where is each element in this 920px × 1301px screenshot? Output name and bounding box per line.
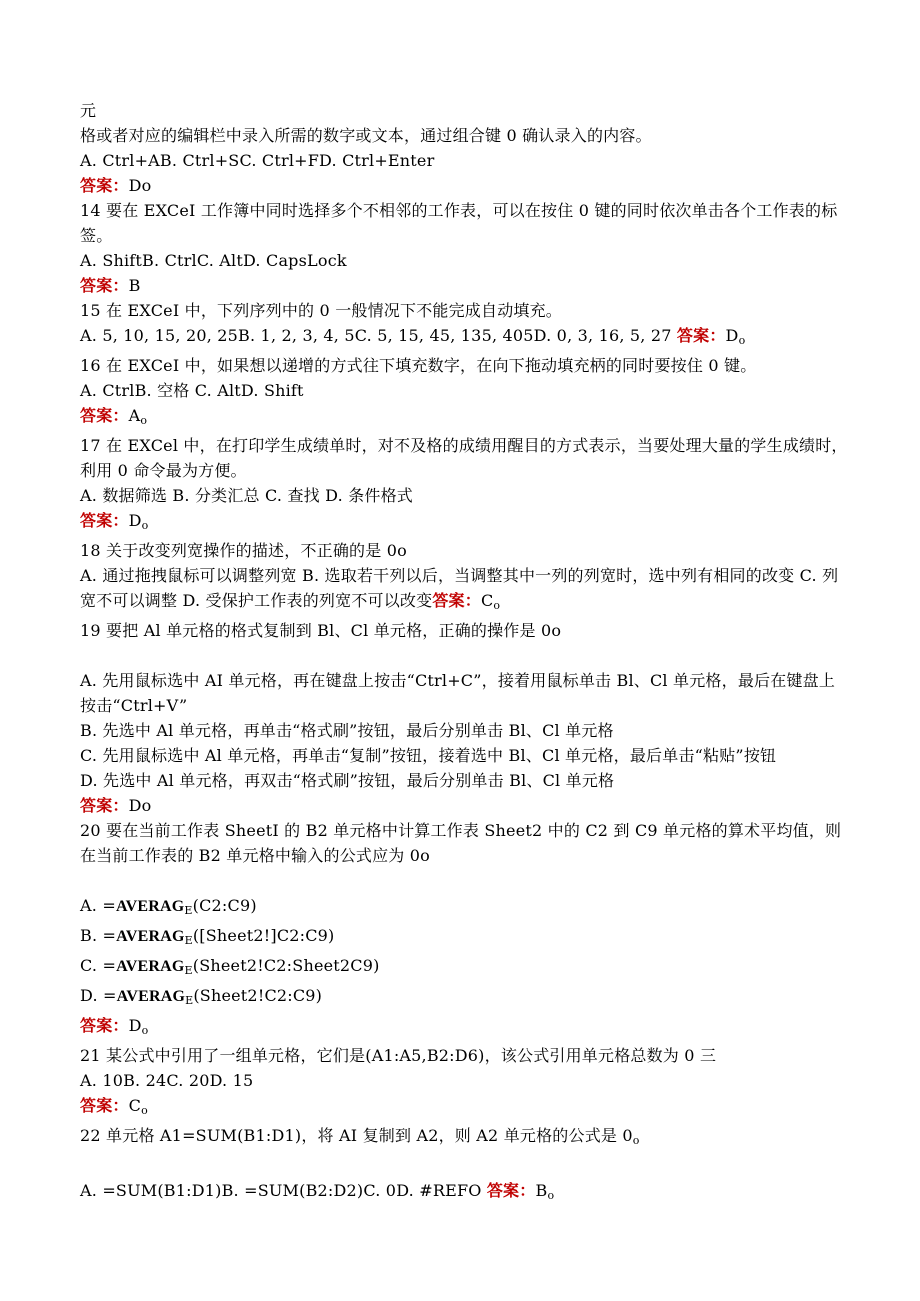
q13-options: A. Ctrl+AB. Ctrl+SC. Ctrl+FD. Ctrl+Enter <box>80 151 435 170</box>
answer-suffix: o <box>738 334 746 347</box>
answer-label: 答案： <box>80 1096 129 1115</box>
function-name: AVERAG <box>116 958 185 975</box>
q15-options: A. 5, 10, 15, 20, 25B. 1, 2, 3, 4, 5C. 5, 15, 45, 135, 405D. 0, 3, 16, 5, 27 <box>80 326 677 345</box>
function-name-tail: E <box>184 904 193 917</box>
q19-option-b: B. 先选中 Al 单元格，再单击“格式刷”按钮，最后分别单击 Bl、Cl 单元格 <box>80 721 614 740</box>
option-prefix: B. = <box>80 926 117 945</box>
answer-suffix: o <box>141 1104 148 1117</box>
answer-label: 答案： <box>80 511 129 530</box>
formula-args: (Sheet2!C2:Sheet2C9) <box>192 956 380 975</box>
q14-stem: 14 要在 EXCeI 工作簿中同时选择多个不相邻的工作表，可以在按住 0 键的同时依次单击各个工作表的标签。 <box>80 201 838 245</box>
q19-option-d: D. 先选中 Al 单元格，再双击“格式刷”按钮，最后分别单击 Bl、Cl 单元格 <box>80 771 615 790</box>
spacer <box>80 1153 850 1178</box>
answer-value: A <box>128 406 141 425</box>
answer-suffix: o <box>547 1189 555 1202</box>
q17-answer <box>80 508 850 538</box>
q16-options: A. CtrlB. 空格 C. AltD. Shift <box>80 381 304 400</box>
q20-option-d <box>80 983 850 1013</box>
function-name: AVERAG <box>116 928 185 945</box>
option-prefix: C. = <box>80 956 117 975</box>
q20-stem: 20 要在当前工作表 SheetI 的 B2 单元格中计算工作表 Sheet2 中的 C2 到 C9 单元格的算术平均值，则在当前工作表的 B2 单元格中输入的公式应为 0o <box>80 821 842 865</box>
q22-options-answer <box>80 1178 850 1208</box>
answer-suffix: o <box>493 599 501 612</box>
q16-stem: 16 在 EXCeI 中，如果想以递增的方式往下填充数字，在向下拖动填充柄的同时要按住 0 键。 <box>80 356 757 375</box>
answer-value: D <box>128 1016 142 1035</box>
q20-option-b <box>80 923 850 953</box>
q13-answer <box>80 173 850 198</box>
function-name: AVERAG <box>116 988 186 1005</box>
q19-answer <box>80 793 850 818</box>
q19-stem: 19 要把 Al 单元格的格式复制到 Bl、Cl 单元格，正确的操作是 0o <box>80 621 562 640</box>
answer-label: 答案： <box>80 1016 129 1035</box>
answer-value: Do <box>128 796 152 815</box>
answer-value: B <box>535 1181 548 1200</box>
formula-args: ([Sheet2!]C2:C9) <box>192 926 335 945</box>
q20-answer <box>80 1013 850 1043</box>
answer-label: 答案： <box>80 176 129 195</box>
q19-option-c: C. 先用鼠标选中 Al 单元格，再单击“复制”按钮，接着选中 Bl、Cl 单元格，最后单击“粘贴”按钮 <box>80 746 777 765</box>
q21-options: A. 10B. 24C. 20D. 15 <box>80 1071 254 1090</box>
answer-label: 答案： <box>80 406 129 425</box>
formula-args: (C2:C9) <box>192 896 257 915</box>
q22-options: A. =SUM(B1:D1)B. =SUM(B2:D2)C. 0D. #REFO <box>80 1181 487 1200</box>
answer-suffix: o <box>141 519 149 532</box>
q20-option-c <box>80 953 850 983</box>
answer-value: D <box>725 326 739 345</box>
answer-value: D <box>128 511 142 530</box>
formula-args: (Sheet2!C2:C9) <box>193 986 323 1005</box>
q15-stem: 15 在 EXCeI 中，下列序列中的 0 一般情况下不能完成自动填充。 <box>80 301 562 320</box>
answer-value: C <box>480 591 494 610</box>
q15-options-answer <box>80 323 850 353</box>
q19-option-a: A. 先用鼠标选中 AI 单元格，再在键盘上按击“Ctrl+C”，接着用鼠标单击 Bl、Cl 单元格，最后在键盘上按击“Ctrl+V” <box>80 671 836 715</box>
answer-value: Do <box>128 176 152 195</box>
answer-label: 答案： <box>486 1181 536 1200</box>
q22-stem-text: 22 单元格 A1=SUM(B1:D1)，将 AI 复制到 A2，则 A2 单元格的公式是 0 <box>80 1126 633 1145</box>
answer-suffix: o <box>141 1024 149 1037</box>
document-page <box>80 98 850 1208</box>
q18-options-answer <box>80 563 850 618</box>
q14-options: A. ShiftB. CtrlC. AltD. CapsLock <box>80 251 347 270</box>
stem-suffix: o <box>632 1134 640 1147</box>
answer-label: 答案： <box>432 591 481 610</box>
text-line: 格或者对应的编辑栏中录入所需的数字或文本，通过组合键 0 确认录入的内容。 <box>80 126 652 145</box>
answer-label: 答案： <box>80 276 129 295</box>
answer-value: B <box>128 276 141 295</box>
function-name-tail: E <box>184 934 193 947</box>
function-name-tail: E <box>184 964 193 977</box>
q20-option-a <box>80 893 850 923</box>
spacer <box>80 868 850 893</box>
q17-stem: 17 在 EXCel 中，在打印学生成绩单时，对不及格的成绩用醒目的方式表示，当要处理大量的学生成绩时，利用 0 命令最为方便。 <box>80 436 848 480</box>
answer-value: C <box>128 1096 142 1115</box>
answer-label: 答案： <box>676 326 726 345</box>
function-name-tail: E <box>185 994 194 1007</box>
q14-answer <box>80 273 850 298</box>
function-name: AVERAG <box>115 898 185 915</box>
answer-suffix: o <box>140 414 148 427</box>
q22-stem <box>80 1123 850 1153</box>
option-prefix: D. = <box>80 986 117 1005</box>
q21-stem: 21 某公式中引用了一组单元格，它们是(A1:A5,B2:D6)，该公式引用单元格总数为 0 三 <box>80 1046 717 1065</box>
option-prefix: A. = <box>80 896 116 915</box>
q18-stem: 18 关于改变列宽操作的描述，不正确的是 0o <box>80 541 407 560</box>
text-line: 元 <box>80 101 97 120</box>
q21-answer <box>80 1093 850 1123</box>
q18-options: A. 通过拖拽鼠标可以调整列宽 B. 选取若干列以后，当调整其中一列的列宽时，选中列有相同的改变 C. 列宽不可以调整 D. 受保护工作表的列宽不可以改变 <box>80 566 839 610</box>
q17-options: A. 数据筛选 B. 分类汇总 C. 查找 D. 条件格式 <box>80 486 413 505</box>
spacer <box>80 643 850 668</box>
answer-label: 答案： <box>80 796 129 815</box>
q16-answer <box>80 403 850 433</box>
